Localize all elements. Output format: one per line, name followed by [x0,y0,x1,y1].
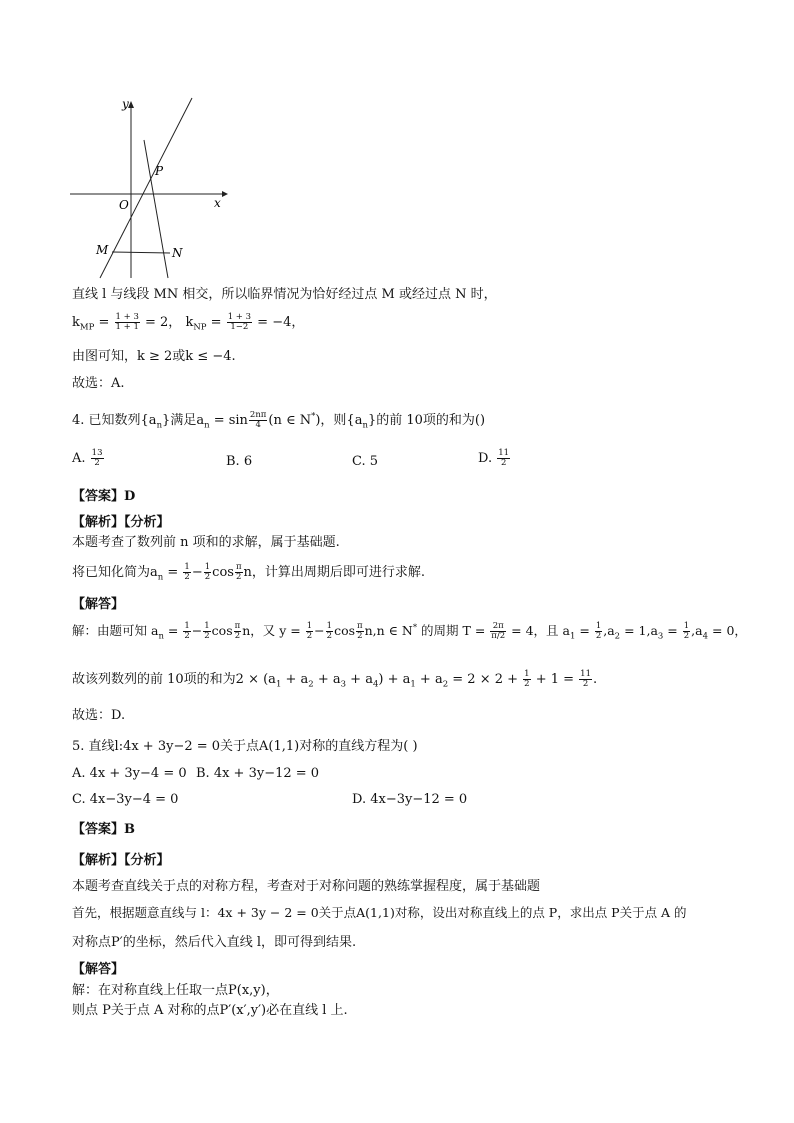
q5-solve-heading: 【解答】 [72,962,125,977]
q4-analysis-2: 将已知化简为$a_n$ = $\frac{1}{2}$ − $\frac{1}{2}$ cos $\frac{\pi}{2}$ n，计算出周期后即可进行求解. [72,562,426,583]
q4-option-c: C. 5 [352,454,379,469]
s3-line4: 故选：A. [72,376,125,391]
label-P: P [155,164,164,178]
s3-slopes: $k_{MP}$ = $\frac{1 + 3}{1 + 1}$ = 2， $k_{NP}$ = $\frac{1 + 3}{1-2}$ = −4， [72,312,305,333]
segment-MN [112,252,170,253]
q4-analysis-1: 本题考查了数列前 n 项和的求解，属于基础题. [72,535,340,550]
q5-analysis-heading: 【解析】【分析】 [72,853,170,868]
q4-option-b: B. 6 [226,454,253,469]
q5-analysis-3: 对称点P′的坐标，然后代入直线 l，即可得到结果. [72,935,357,950]
q5-answer: 【答案】B [72,822,135,837]
q4-solve-1: 解：由题可知 $a_n$ = $\frac{1}{2}$ − $\frac{1}{2}$ cos $\frac{\pi}{2}$ n，又 y = $\frac{1}{2}$ − $\frac{1}{2}$ cos $\frac{\pi}{2}$ n,n ∈ N* 的周期 T = $\frac{2\pi}{\pi/2}$ = 4，且 $a_1$ = $\frac{1}{2}$ $,a_2 = 1,a_3$ = $\frac{1}{2}$ $,a_4 = 0$， [72,621,747,642]
label-y: y [122,97,129,111]
q5-option-b: B. 4x + 3y−12 = 0 [196,766,320,781]
knp-fraction: $\frac{1 + 3}{1-2}$ [227,312,252,332]
s3-line1: 直线 l 与线段 MN 相交，所以临界情况为恰好经过点 M 或经过点 N 时， [72,287,497,302]
label-O: O [119,198,129,212]
q5-stem: 5. 直线l:4x + 3y−2 = 0关于点A(1,1)对称的直线方程为( ) [72,739,418,754]
q5-analysis-1: 本题考查直线关于点的对称方程，考查对于对称问题的熟练掌握程度，属于基础题 [72,879,541,894]
q4-answer: 【答案】D [72,489,136,504]
q4-stem: 4. 已知数列$\{a_n\}$满足$a_n = \sin$ $\frac{2n\pi}{4}$ (n ∈ N*)，则$\{a_n\}$的前 10项的和为() [72,410,486,431]
label-N: N [172,246,183,260]
q4-solve-heading: 【解答】 [72,597,125,612]
x-axis-arrow [222,191,228,197]
y-axis-arrow [128,101,134,108]
coordinate-figure [60,94,240,284]
q4-solve-3: 故选：D. [72,708,126,723]
q4-option-a: A. $\frac{13}{2}$ [72,448,103,468]
q4-solve-2: 故该列数列的前 10项的和为$2 \times (a_1 + a_2 + a_3 + a_4) + a_1 + a_2 = 2 \times 2$ + $\frac{1}{2}$ + 1 = $\frac{11}{2}$ . [72,669,598,690]
q5-solve-2: 则点 P关于点 A 对称的点P′(x′,y′)必在直线 l 上. [72,1003,348,1018]
q5-analysis-2: 首先，根据题意直线与 l：4x + 3y − 2 = 0关于点A(1,1)对称，设出对称直线上的点 P，求出点 P关于点 A 的 [72,905,687,920]
q5-solve-1: 解：在对称直线上任取一点P(x,y)， [72,983,279,998]
q4-analysis-heading: 【解析】【分析】 [72,515,170,530]
q5-option-a: A. 4x + 3y−4 = 0 [72,766,187,781]
line-through-N [144,140,168,278]
label-x: x [214,196,221,210]
label-M: M [96,243,109,257]
line-segment-graph [60,94,240,284]
kmp-fraction: $\frac{1 + 3}{1 + 1}$ [115,312,139,332]
s3-line3: 由图可知，k ≥ 2或k ≤ −4. [72,349,236,364]
q5-option-c: C. 4x−3y−4 = 0 [72,792,179,807]
q4-option-d: D. $\frac{11}{2}$ [478,448,510,468]
q5-option-d: D. 4x−3y−12 = 0 [352,792,468,807]
